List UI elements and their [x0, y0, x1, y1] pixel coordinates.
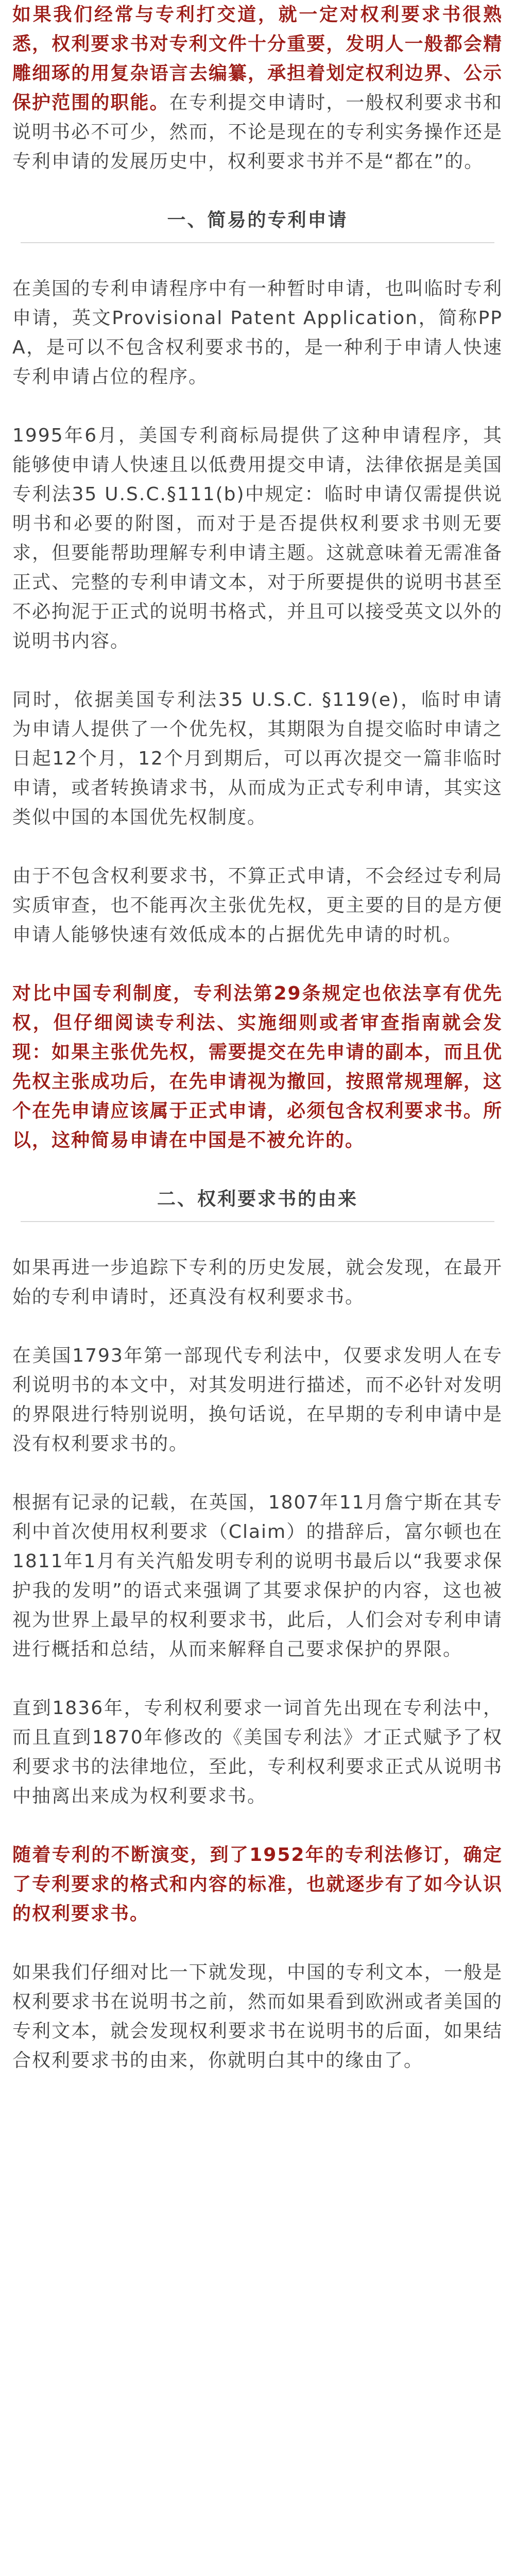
- section-2-paragraph-1: 如果再进一步追踪下专利的历史发展，就会发现，在最开始的专利申请时，还真没有权利要求书。: [12, 1257, 503, 1308]
- section-1-paragraph-2: 1995年6月，美国专利商标局提供了这种申请程序，其能够使申请人快速且以低费用提交申请，法律依据是美国专利法35 U.S.C.§111(b)中规定：临时申请仅需提供说明书和必要的附图，而对于是否提供权利要求书则无要求，但要能帮助理解专利申请主题。这就意味着无需准备正式、完整的专利申请文本，对于所要提供的说明书甚至不必拘泥于正式的说明书格式，并且可以接受英文以外的说明书内容。: [12, 425, 503, 652]
- section-2-title: [12, 1184, 503, 1222]
- section-2-paragraph-5-highlight: 随着专利的不断演变，到了1952年的专利法修订，确定了专利要求的格式和内容的标准，也就逐步有了如今认识的权利要求书。: [12, 1844, 503, 1924]
- section-1-title: [12, 206, 503, 243]
- section-2-paragraph-3: 根据有记录的记载，在英国，1807年11月詹宁斯在其专利中首次使用权利要求（Claim）的措辞后，富尔顿也在1811年1月有关汽船发明专利的说明书最后以“我要求保护我的发明”的语式来强调了其要求保护的内容，这也被视为世界上最早的权利要求书，此后，人们会对专利申请进行概括和总结，从而来解释自己要求保护的界限。: [12, 1492, 503, 1660]
- section-1-title-text: 一、简易的专利申请: [167, 210, 348, 231]
- intro-strong-text: 如果我们经常与专利打交道，就一定对权利要求书很熟悉，权利要求书对专利文件十分重要，发明人一般都会精雕细琢的用复杂语言去编纂，承担着划定权利边界、公示保护范围的职能。: [12, 4, 503, 113]
- section-1-paragraph-5-highlight: 对比中国专利制度，专利法第29条规定也依法享有优先权，但仔细阅读专利法、实施细则或者审查指南就会发现：如果主张优先权，需要提交在先申请的副本，而且优先权主张成功后，在先申请视为撤回，按照常规理解，这个在先申请应该属于正式申请，必须包含权利要求书。所以，这种简易申请在中国是不被允许的。: [12, 983, 503, 1151]
- intro-paragraph: [12, 0, 503, 176]
- intro-normal-text: 在专利提交申请时，一般权利要求书和说明书必不可少，然而，不论是现在的专利实务操作还是专利申请的发展历史中，权利要求书并不是“都在”的。: [12, 92, 503, 172]
- section-2-paragraph-4: 直到1836年，专利权利要求一词首先出现在专利法中，而且直到1870年修改的《美国专利法》才正式赋予了权利要求书的法律地位，至此，专利权利要求正式从说明书中抽离出来成为权利要求书。: [12, 1698, 503, 1807]
- section-1-paragraph-3: 同时，依据美国专利法35 U.S.C. §119(e)，临时申请为申请人提供了一个优先权，其期限为自提交临时申请之日起12个月，12个月到期后，可以再次提交一篇非临时申请，或者转换请求书，从而成为正式专利申请，其实这类似中国的本国优先权制度。: [12, 689, 503, 828]
- section-2-divider: [21, 1221, 494, 1222]
- section-2-paragraph-6: 如果我们仔细对比一下就发现，中国的专利文本，一般是权利要求书在说明书之前，然而如果看到欧洲或者美国的专利文本，就会发现权利要求书在说明书的后面，如果结合权利要求书的由来，你就明白其中的缘由了。: [12, 1962, 503, 2071]
- section-1-divider: [21, 242, 494, 243]
- section-2-paragraph-2: 在美国1793年第一部现代专利法中，仅要求发明人在专利说明书的本文中，对其发明进行描述，而不必针对发明的界限进行特别说明，换句话说，在早期的专利申请中是没有权利要求书的。: [12, 1345, 503, 1454]
- section-1-paragraph-4: 由于不包含权利要求书，不算正式申请，不会经过专利局实质审查，也不能再次主张优先权，更主要的目的是方便申请人能够快速有效低成本的占据优先申请的时机。: [12, 866, 503, 945]
- section-2-title-text: 二、权利要求书的由来: [157, 1189, 358, 1210]
- section-1-paragraph-1: 在美国的专利申请程序中有一种暂时申请，也叫临时专利申请，英文Provisional Patent Application，简称PPA，是可以不包含权利要求书的，是一种利于申请人快速专利申请占位的程序。: [12, 278, 503, 387]
